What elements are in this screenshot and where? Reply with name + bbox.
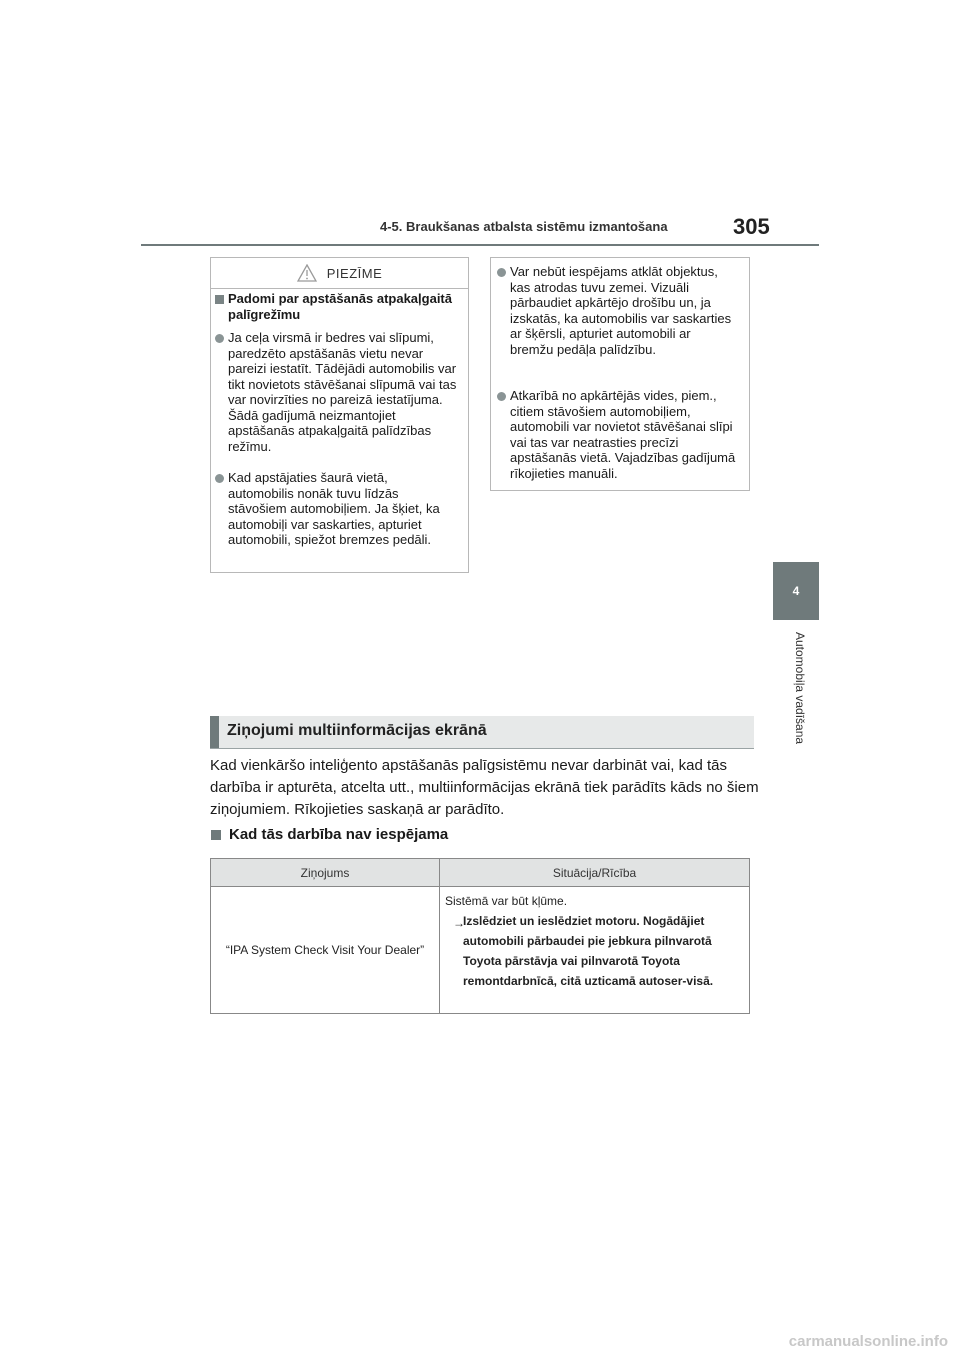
round-bullet-icon — [215, 474, 224, 483]
notice-item: Ja ceļa virsmā ir bedres vai slīpumi, paredzēto apstāšanās vietu nevar pareizi iestatīt. Tādējādi automobilis var tikt novietots stāvēšanai slīpumā vai tas var novirzīties no pareizā iestatījuma. Šādā gadījumā neizmantojiet apstāšanās atpakaļgaitā palīdzības režīmu. — [228, 330, 457, 454]
action-text: Izslēdziet un ieslēdziet motoru. Nogādājiet automobili pārbaudei pie jebkura pilnvarotā Toyota pārstāvja vai pilnvarotā Toyota remontdarbnīcā, citā uzticamā autoser-visā. — [463, 914, 714, 988]
notice-box-right — [490, 257, 750, 491]
warning-triangle-icon — [297, 264, 317, 282]
section-title: Ziņojumi multiinformācijas ekrānā — [227, 722, 487, 739]
arrow-right-icon: → — [453, 916, 465, 930]
page-number: 305 — [733, 214, 770, 239]
running-header-title: 4-5. Braukšanas atbalsta sistēmu izmantošana — [380, 219, 668, 234]
round-bullet-icon — [497, 392, 506, 401]
notice-header — [211, 258, 468, 289]
table-header-situation: Situācija/Rīcība — [440, 859, 749, 887]
chapter-tab — [773, 562, 819, 620]
round-bullet-icon — [215, 334, 224, 343]
notice-item: Atkarībā no apkārtējās vides, piem., citiem stāvošiem automobiļiem, automobili var novietot stāvēšanai slīpi vai tas var neatrasties precīzi apstāšanās vietā. Vajadzības gadījumā rīkojieties manuāli. — [510, 388, 736, 481]
section-intro: Kad vienkāršo inteliģento apstāšanās palīgsistēmu nevar darbināt vai, kad tās darbība ir apturēta, atcelta utt., multiinformācijas ekrānā tiek parādīts kāds no šiem ziņojumiem. Rīkojieties saskaņā ar parādīto. — [210, 757, 759, 818]
notice-heading: Padomi par apstāšanās atpakaļgaitā palīgrežīmu — [228, 291, 452, 322]
header-rule — [141, 244, 819, 246]
table-header-message: Ziņojums — [211, 859, 440, 887]
table-column-divider — [439, 886, 440, 1013]
chapter-title: Automobiļa vadīšana — [793, 632, 807, 745]
notice-item: Var nebūt iespējams atklāt objektus, kas atrodas tuvu zemei. Vizuāli pārbaudiet apkārtējo drošību un, ja izskatās, ka automobilis var saskarties ar šķērsli, apturiet automobili ar bremžu pedāļa palīdzību. — [510, 264, 732, 357]
table-cell-message: “IPA System Check Visit Your Dealer” — [225, 943, 425, 957]
table-cell-situation — [445, 891, 747, 988]
notice-box-left — [210, 257, 469, 573]
square-bullet-icon — [215, 295, 224, 304]
section-heading-bar — [210, 716, 219, 748]
watermark: carmanualsonline.info — [788, 1333, 948, 1350]
subheading: Kad tās darbība nav iespējama — [229, 826, 449, 843]
situation-text: Sistēmā var būt kļūme. — [445, 894, 568, 908]
chapter-title-vertical — [775, 632, 817, 772]
round-bullet-icon — [497, 268, 506, 277]
notice-item: Kad apstājaties šaurā vietā, automobilis nonāk tuvu līdzās stāvošiem automobiļiem. Ja šķiet, ka automobiļi var saskarties, apturiet automobili, spiežot bremzes pedāli. — [228, 470, 440, 547]
chapter-number: 4 — [792, 584, 800, 598]
messages-table — [210, 858, 750, 1014]
section-rule — [210, 748, 754, 749]
notice-label: PIEZĪME — [326, 265, 383, 281]
square-bullet-icon — [211, 830, 221, 840]
